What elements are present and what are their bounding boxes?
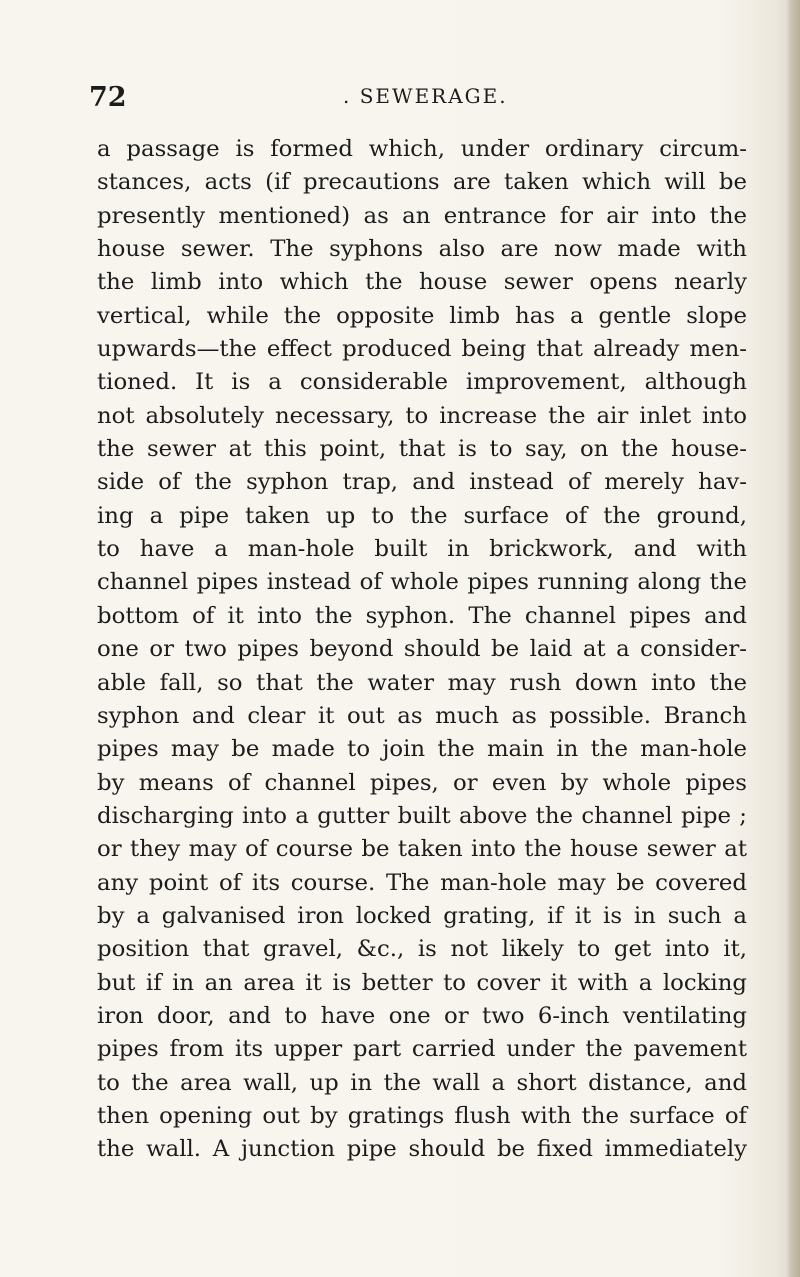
text-line: syphon and clear it out as much as possible. Branch xyxy=(97,702,747,729)
text-line: pipes from its upper part carried under the pavement xyxy=(97,1036,747,1063)
page-edge-shadow xyxy=(786,0,800,1277)
text-line: then opening out by gratings flush with the surface of xyxy=(97,1102,747,1129)
text-line: house sewer. The syphons also are now made with xyxy=(97,236,747,263)
text-line: or they may of course be taken into the house sewer at xyxy=(97,836,747,863)
text-line: one or two pipes beyond should be laid at a consider- xyxy=(97,636,747,663)
text-line: able fall, so that the water may rush down into the xyxy=(97,669,747,696)
text-line: the sewer at this point, that is to say, on the house- xyxy=(97,436,747,463)
text-line: vertical, while the opposite limb has a gentle slope xyxy=(97,302,747,329)
body-paragraph xyxy=(97,133,747,1167)
text-line: any point of its course. The man-hole may be covered xyxy=(97,869,747,896)
text-line: tioned. It is a considerable improvement, although xyxy=(97,369,747,396)
text-line: ing a pipe taken up to the surface of the ground, xyxy=(97,502,747,529)
text-line: pipes may be made to join the main in the man-hole xyxy=(97,736,747,763)
text-line: upwards—the effect produced being that already men- xyxy=(97,336,747,363)
text-line: the wall. A junction pipe should be fixed immediately xyxy=(97,1136,747,1163)
text-line: side of the syphon trap, and instead of merely hav- xyxy=(97,469,747,496)
text-line: position that gravel, &c., is not likely to get into it, xyxy=(97,936,747,963)
text-line: to have a man-hole built in brickwork, and with xyxy=(97,536,747,563)
running-head: . SEWERAGE. xyxy=(343,84,508,108)
text-line: a passage is formed which, under ordinary circum- xyxy=(97,136,747,162)
text-line: by means of channel pipes, or even by whole pipes xyxy=(97,769,747,796)
text-line: presently mentioned) as an entrance for air into the xyxy=(97,202,747,229)
text-line: stances, acts (if precautions are taken which will be xyxy=(97,169,747,196)
text-line: but if in an area it is better to cover it with a locking xyxy=(97,969,747,996)
text-line: bottom of it into the syphon. The channel pipes and xyxy=(97,602,747,629)
text-line: channel pipes instead of whole pipes running along the xyxy=(97,569,747,596)
text-line: the limb into which the house sewer opens nearly xyxy=(97,269,747,296)
page-number: 72 xyxy=(89,82,127,113)
text-line: by a galvanised iron locked grating, if it is in such a xyxy=(97,902,747,929)
text-line: not absolutely necessary, to increase the air inlet into xyxy=(97,402,747,429)
text-line: iron door, and to have one or two 6-inch ventilating xyxy=(97,1002,747,1029)
text-line: to the area wall, up in the wall a short distance, and xyxy=(97,1069,747,1096)
text-line: discharging into a gutter built above the channel pipe ; xyxy=(97,802,747,829)
